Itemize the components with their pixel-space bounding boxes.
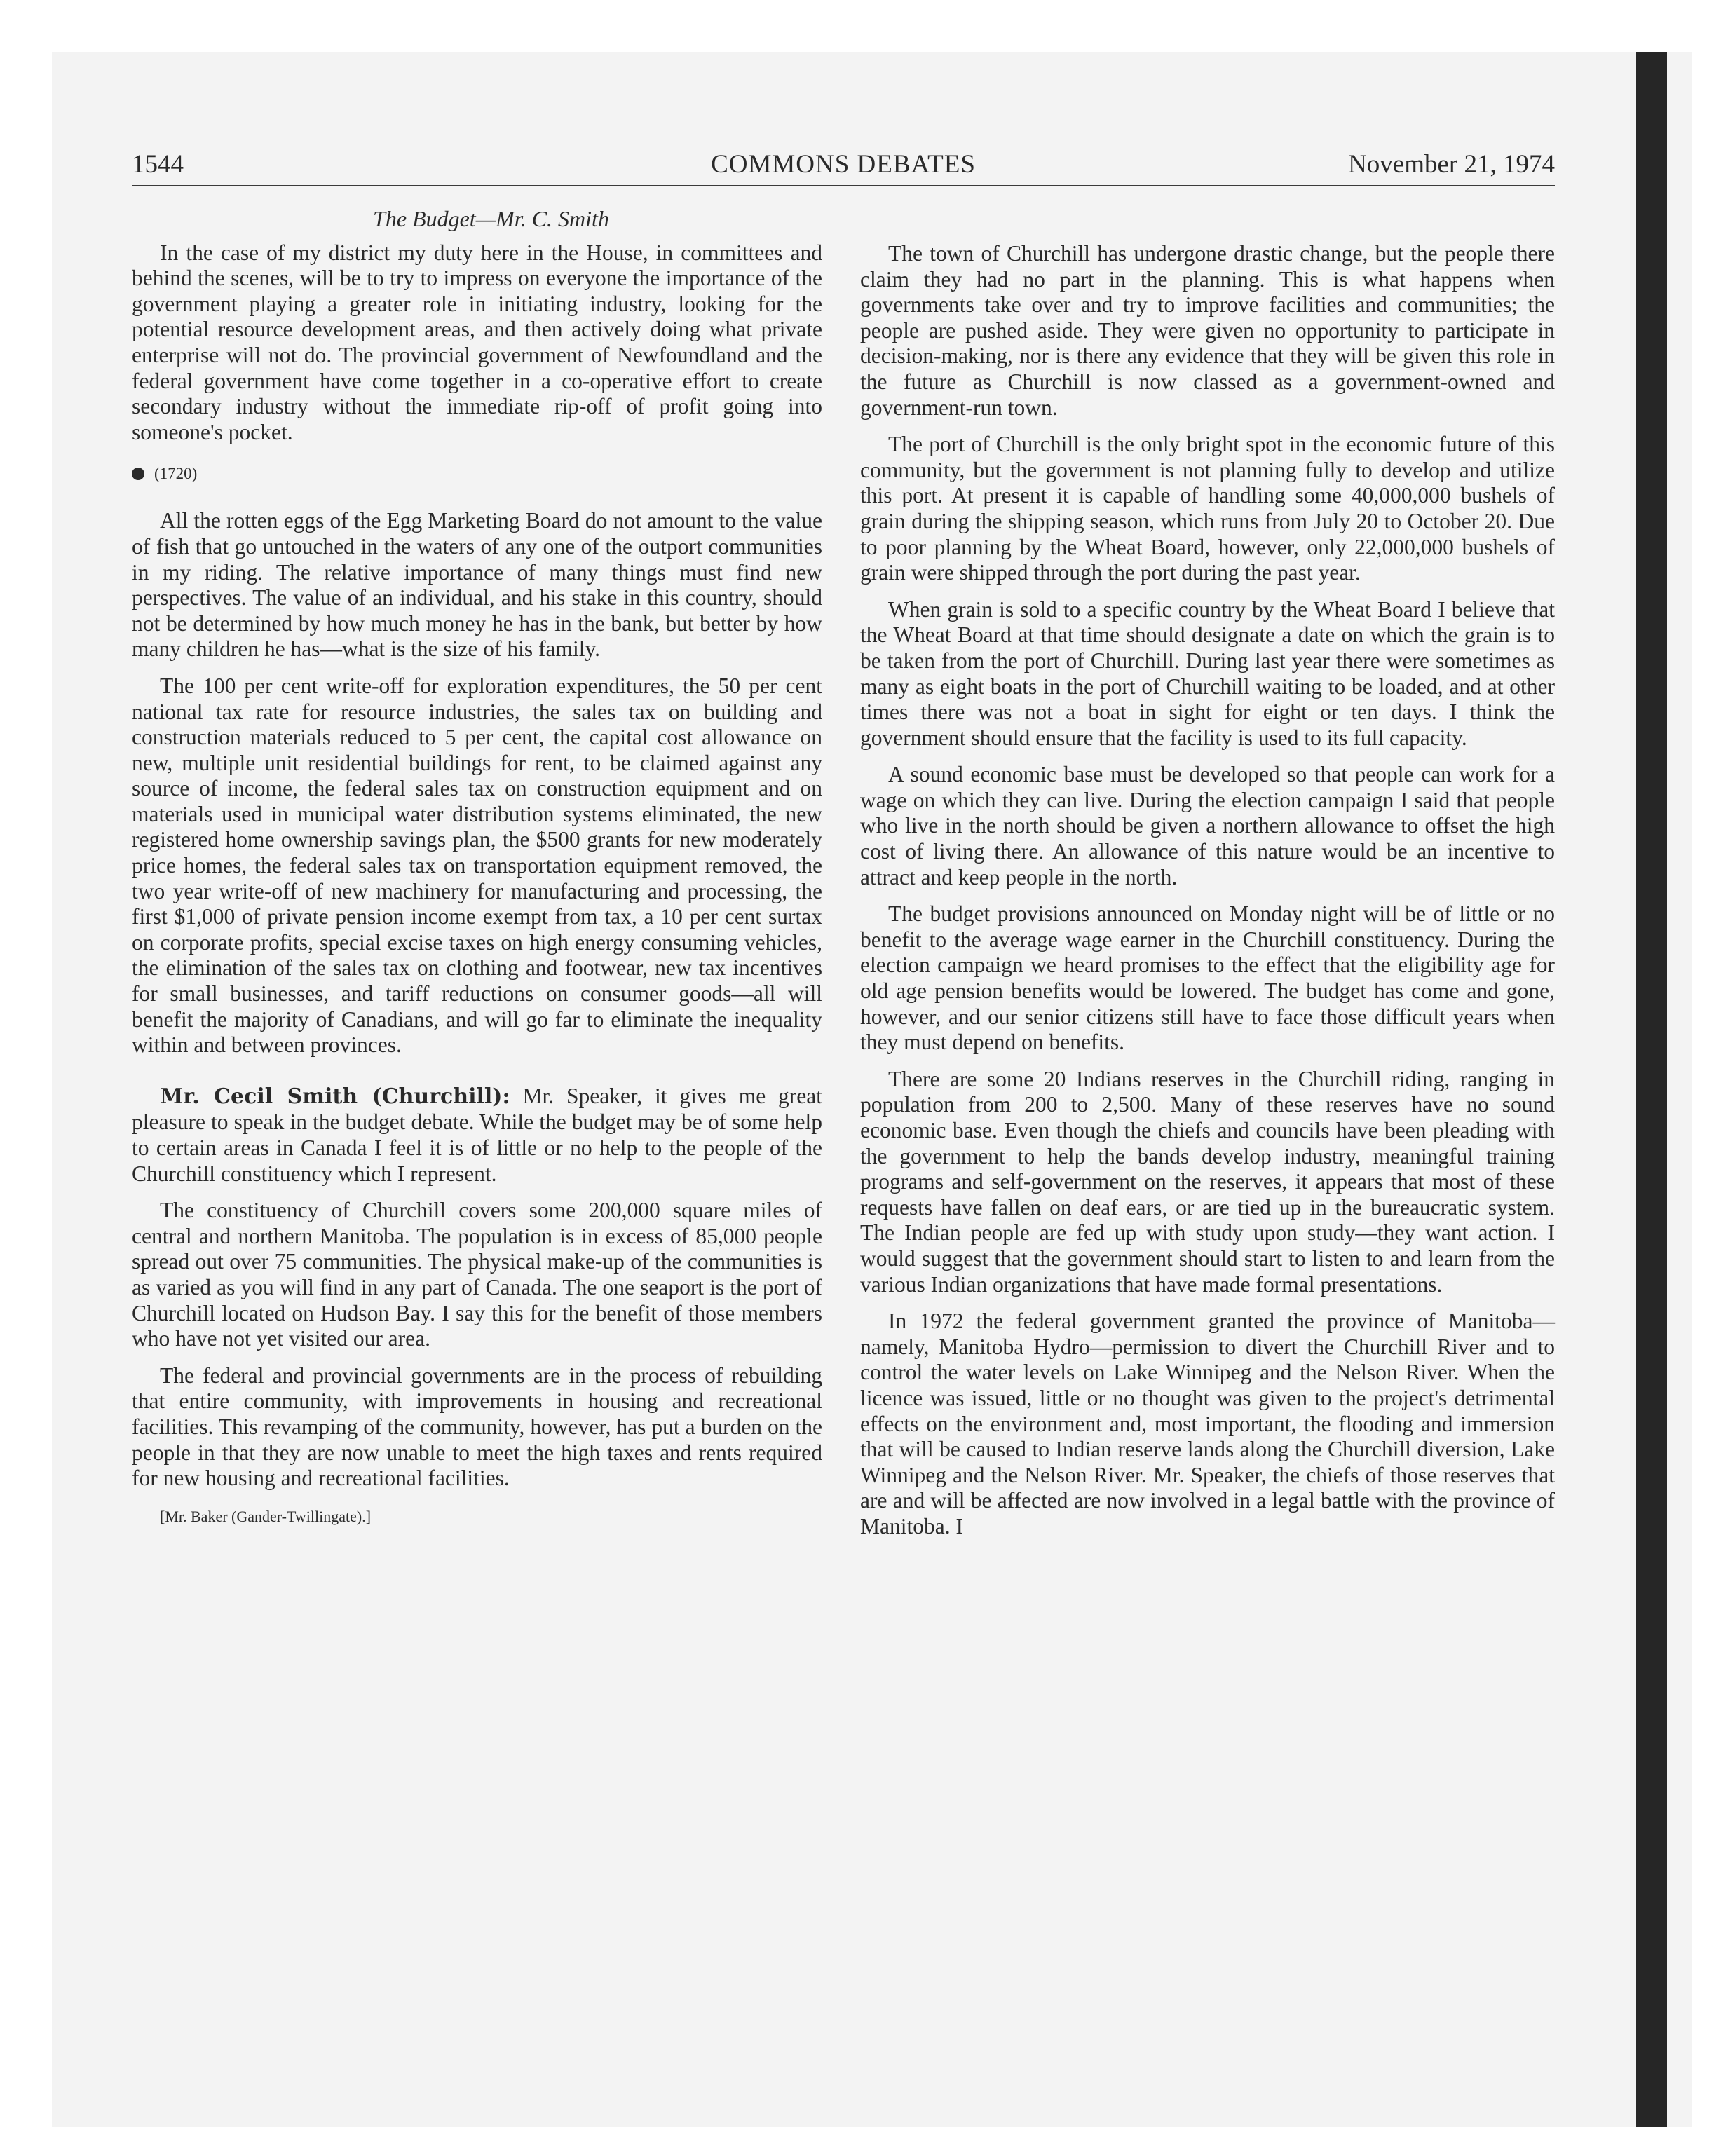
time-marker-text: (1720): [154, 465, 198, 483]
paragraph: The port of Churchill is the only bright spot in the economic future of this community, but the government is not planning fully to develop and utilize this port. At present it is capable of handling some 40,000,000 bushels of grain during the shipping season, which runs from July 20 to October 20. Due to poor planning by the Wheat Board, however, only 22,000,000 bushels of grain were shipped through the port during the past year.: [860, 432, 1555, 585]
paragraph: The constituency of Churchill covers some 200,000 square miles of central and northern Manitoba. The population is in excess of 85,000 people spread out over 75 communities. The physical make-up of the communities is as varied as you will find in any part of Canada. The one seaport is the port of Churchill located on Hudson Bay. I say this for the benefit of those members who have not yet visited our area.: [132, 1198, 822, 1351]
paragraph: There are some 20 Indians reserves in the Churchill riding, ranging in population from 200 to 2,500. Many of these reserves have no sound economic base. Even though the chiefs and councils have been pleading with the government to help the bands develop industry, meaningful training programs and self-government on the reserves, it appears that most of these requests have fallen on deaf ears, or are tied up in the bureaucratic system. The Indian people are fed up with study upon study—they want action. I would suggest that the government should start to listen to and learn from the various Indian organizations that have made formal presentations.: [860, 1066, 1555, 1297]
publication-date: November 21, 1974: [1348, 150, 1555, 179]
speaker-text: Mr. Speaker, it gives me great pleasure to speak in the budget debate. While the budget may be of some help to certain areas in Canada I feel it is of little or no help to the people of the Churchill constituency which I represent.: [132, 1083, 823, 1186]
paragraph: The federal and provincial governments are in the process of rebuilding that entire community, with improvements in housing and recreational facilities. This revamping of the community, however, has put a burden on the people in that they are now unable to meet the high taxes and rents required for new housing and recreational facilities.: [132, 1363, 822, 1491]
paragraph: All the rotten eggs of the Egg Marketing Board do not amount to the value of fish that go untouched in the waters of any one of the outport communities in my riding. The relative importance of many things must find new perspectives. The value of an individual, and his stake in this country, should not be determined by how much money he has in the bank, but better by how many children he has—what is the size of his family.: [132, 508, 822, 662]
paragraph: In the case of my district my duty here in the House, in committees and behind the scenes, will be to try to impress on everyone the importance of the government playing a greater role in initiating industry, looking for the potential resource development areas, and then actively doing what private enterprise will not do. The provincial government of Newfoundland and the federal government have come together in a co-operative effort to create secondary industry without the immediate rip-off of profit going into someone's pocket.: [132, 240, 822, 444]
publication-title: COMMONS DEBATES: [711, 150, 976, 179]
speaker-paragraph: [132, 1084, 822, 1187]
left-column: [132, 206, 822, 1527]
time-marker: [132, 463, 822, 484]
running-header: [132, 149, 1555, 183]
paragraph: In 1972 the federal government granted the province of Manitoba—namely, Manitoba Hydro—permission to divert the Churchill River and to control the water levels on Lake Winnipeg and the Nelson River. When the licence was issued, little or no thought was given to the project's detrimental effects on the environment and, most important, the flooding and immersion that will be caused to Indian reserve lands along the Churchill diversion, Lake Winnipeg and the Nelson River. Mr. Speaker, the chiefs of those reserves that are and will be affected are now involved in a legal battle with the province of Manitoba. I: [860, 1309, 1555, 1538]
footnote: [Mr. Baker (Gander-Twillingate).]: [160, 1507, 372, 1525]
paragraph: A sound economic base must be developed so that people can work for a wage on which they can live. During the election campaign I said that people who live in the north should be given a northern allowance to offset the high cost of living there. An allowance of this nature would be an incentive to attract and keep people in the north.: [860, 762, 1555, 889]
section-subhead: The Budget—Mr. C. Smith: [373, 206, 609, 231]
right-column: [860, 241, 1555, 1551]
paragraph: The 100 per cent write-off for exploration expenditures, the 50 per cent national tax rate for resource industries, the sales tax on building and construction materials reduced to 5 per cent, the capital cost allowance on new, multiple unit residential buildings for rent, to be claimed against any source of income, the federal sales tax on construction equipment and on materials used in municipal water distribution systems eliminated, the new registered home ownership savings plan, the $500 grants for new moderately price homes, the federal sales tax on transportation equipment removed, the two year write-off of new machinery for manufacturing and processing, the first $1,000 of private pension income exempt from tax, a 10 per cent surtax on corporate profits, special excise taxes on high energy consuming vehicles, the elimination of the sales tax on clothing and footwear, new tax incentives for small businesses, and tariff reductions on consumer goods—all will benefit the majority of Canadians, and will go far to eliminate the inequality within and between provinces.: [132, 673, 822, 1058]
speaker-name: Mr. Cecil Smith (Churchill):: [160, 1084, 510, 1109]
bullet-icon: [132, 468, 144, 480]
header-rule: [132, 185, 1555, 186]
paragraph: When grain is sold to a specific country by the Wheat Board I believe that the Wheat Board at that time should designate a date on which the grain is to be taken from the port of Churchill. During last year there were sometimes as many as eight boats in the port of Churchill waiting to be loaded, and at other times there was not a boat in sight for eight or ten days. I think the government should ensure that the facility is used to its full capacity.: [860, 596, 1555, 750]
scan-edge-shadow: [1636, 52, 1667, 2127]
paragraph: The town of Churchill has undergone drastic change, but the people there claim they had no part in the planning. This is what happens when governments take over and try to improve facilities and communities; the people are pushed aside. They were given no opportunity to participate in decision-making, nor is there any evidence that they will be given this role in the future as Churchill is now classed as a government-owned and government-run town.: [860, 241, 1555, 420]
paragraph: The budget provisions announced on Monday night will be of little or no benefit to the average wage earner in the Churchill constituency. During the election campaign we heard promises to the effect that the eligibility age for old age pension benefits would be lowered. The budget has come and gone, however, and our senior citizens still have to face those difficult years when they must depend on benefits.: [860, 901, 1555, 1055]
page-number: 1544: [132, 150, 184, 179]
